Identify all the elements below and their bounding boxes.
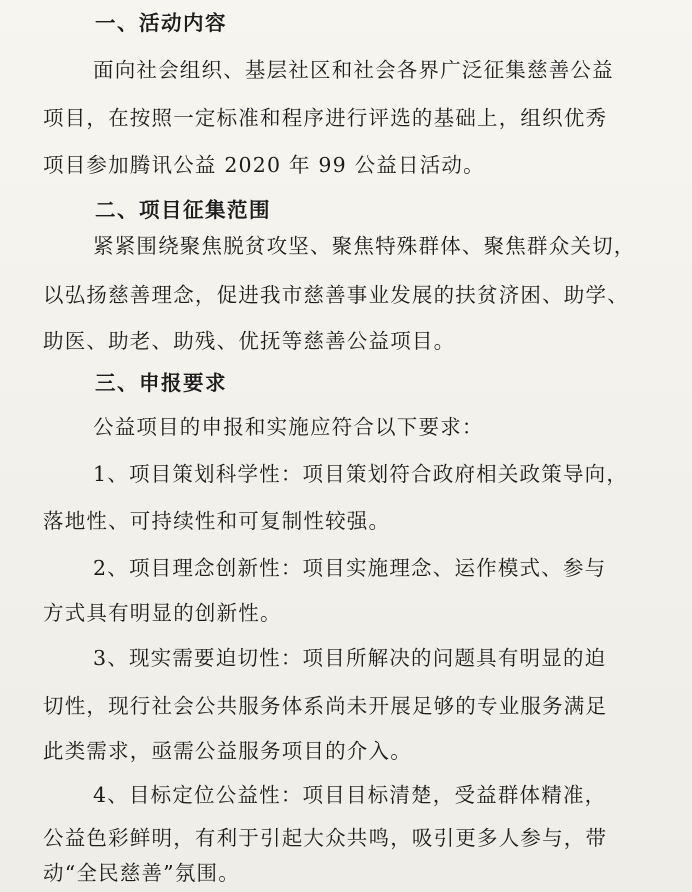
paragraph-line: 面向社会组织、基层社区和社会各界广泛征集慈善公益: [93, 58, 614, 82]
requirement-item-line: 4、目标定位公益性：项目目标清楚，受益群体精准，: [93, 783, 607, 807]
paragraph-line: 项目参加腾讯公益 2020 年 99 公益日活动。: [43, 153, 485, 177]
requirement-item-line: 公益色彩鲜明，有利于引起大众共鸣，吸引更多人参与，带: [43, 826, 608, 850]
requirement-item-line: 此类需求，亟需公益服务项目的介入。: [43, 739, 412, 763]
section-heading-activity-content: 一、活动内容: [95, 11, 227, 35]
requirement-item-line: 2、项目理念创新性：项目实施理念、运作模式、参与: [93, 556, 607, 580]
requirement-item-line: 动“全民慈善”氛围。: [43, 861, 240, 885]
paragraph-line: 以弘扬慈善理念，促进我市慈善事业发展的扶贫济困、助学、: [43, 283, 629, 307]
paragraph-line: 公益项目的申报和实施应符合以下要求：: [93, 415, 484, 439]
section-heading-collection-scope: 二、项目征集范围: [95, 198, 271, 222]
paragraph-line: 助医、助老、助残、优抚等慈善公益项目。: [43, 329, 456, 353]
requirement-item-line: 1、项目策划科学性：项目策划符合政府相关政策导向，: [93, 462, 629, 486]
section-heading-application-requirements: 三、申报要求: [95, 371, 227, 395]
requirement-item-line: 落地性、可持续性和可复制性较强。: [43, 509, 391, 533]
paragraph-line: 紧紧围绕聚焦脱贫攻坚、聚焦特殊群体、聚焦群众关切，: [93, 234, 636, 258]
requirement-item-line: 方式具有明显的创新性。: [43, 601, 282, 625]
requirement-item-line: 3、现实需要迫切性：项目所解决的问题具有明显的迫: [93, 646, 607, 670]
paragraph-line: 项目，在按照一定标准和程序进行评选的基础上，组织优秀: [43, 106, 608, 130]
requirement-item-line: 切性，现行社会公共服务体系尚未开展足够的专业服务满足: [43, 694, 608, 718]
